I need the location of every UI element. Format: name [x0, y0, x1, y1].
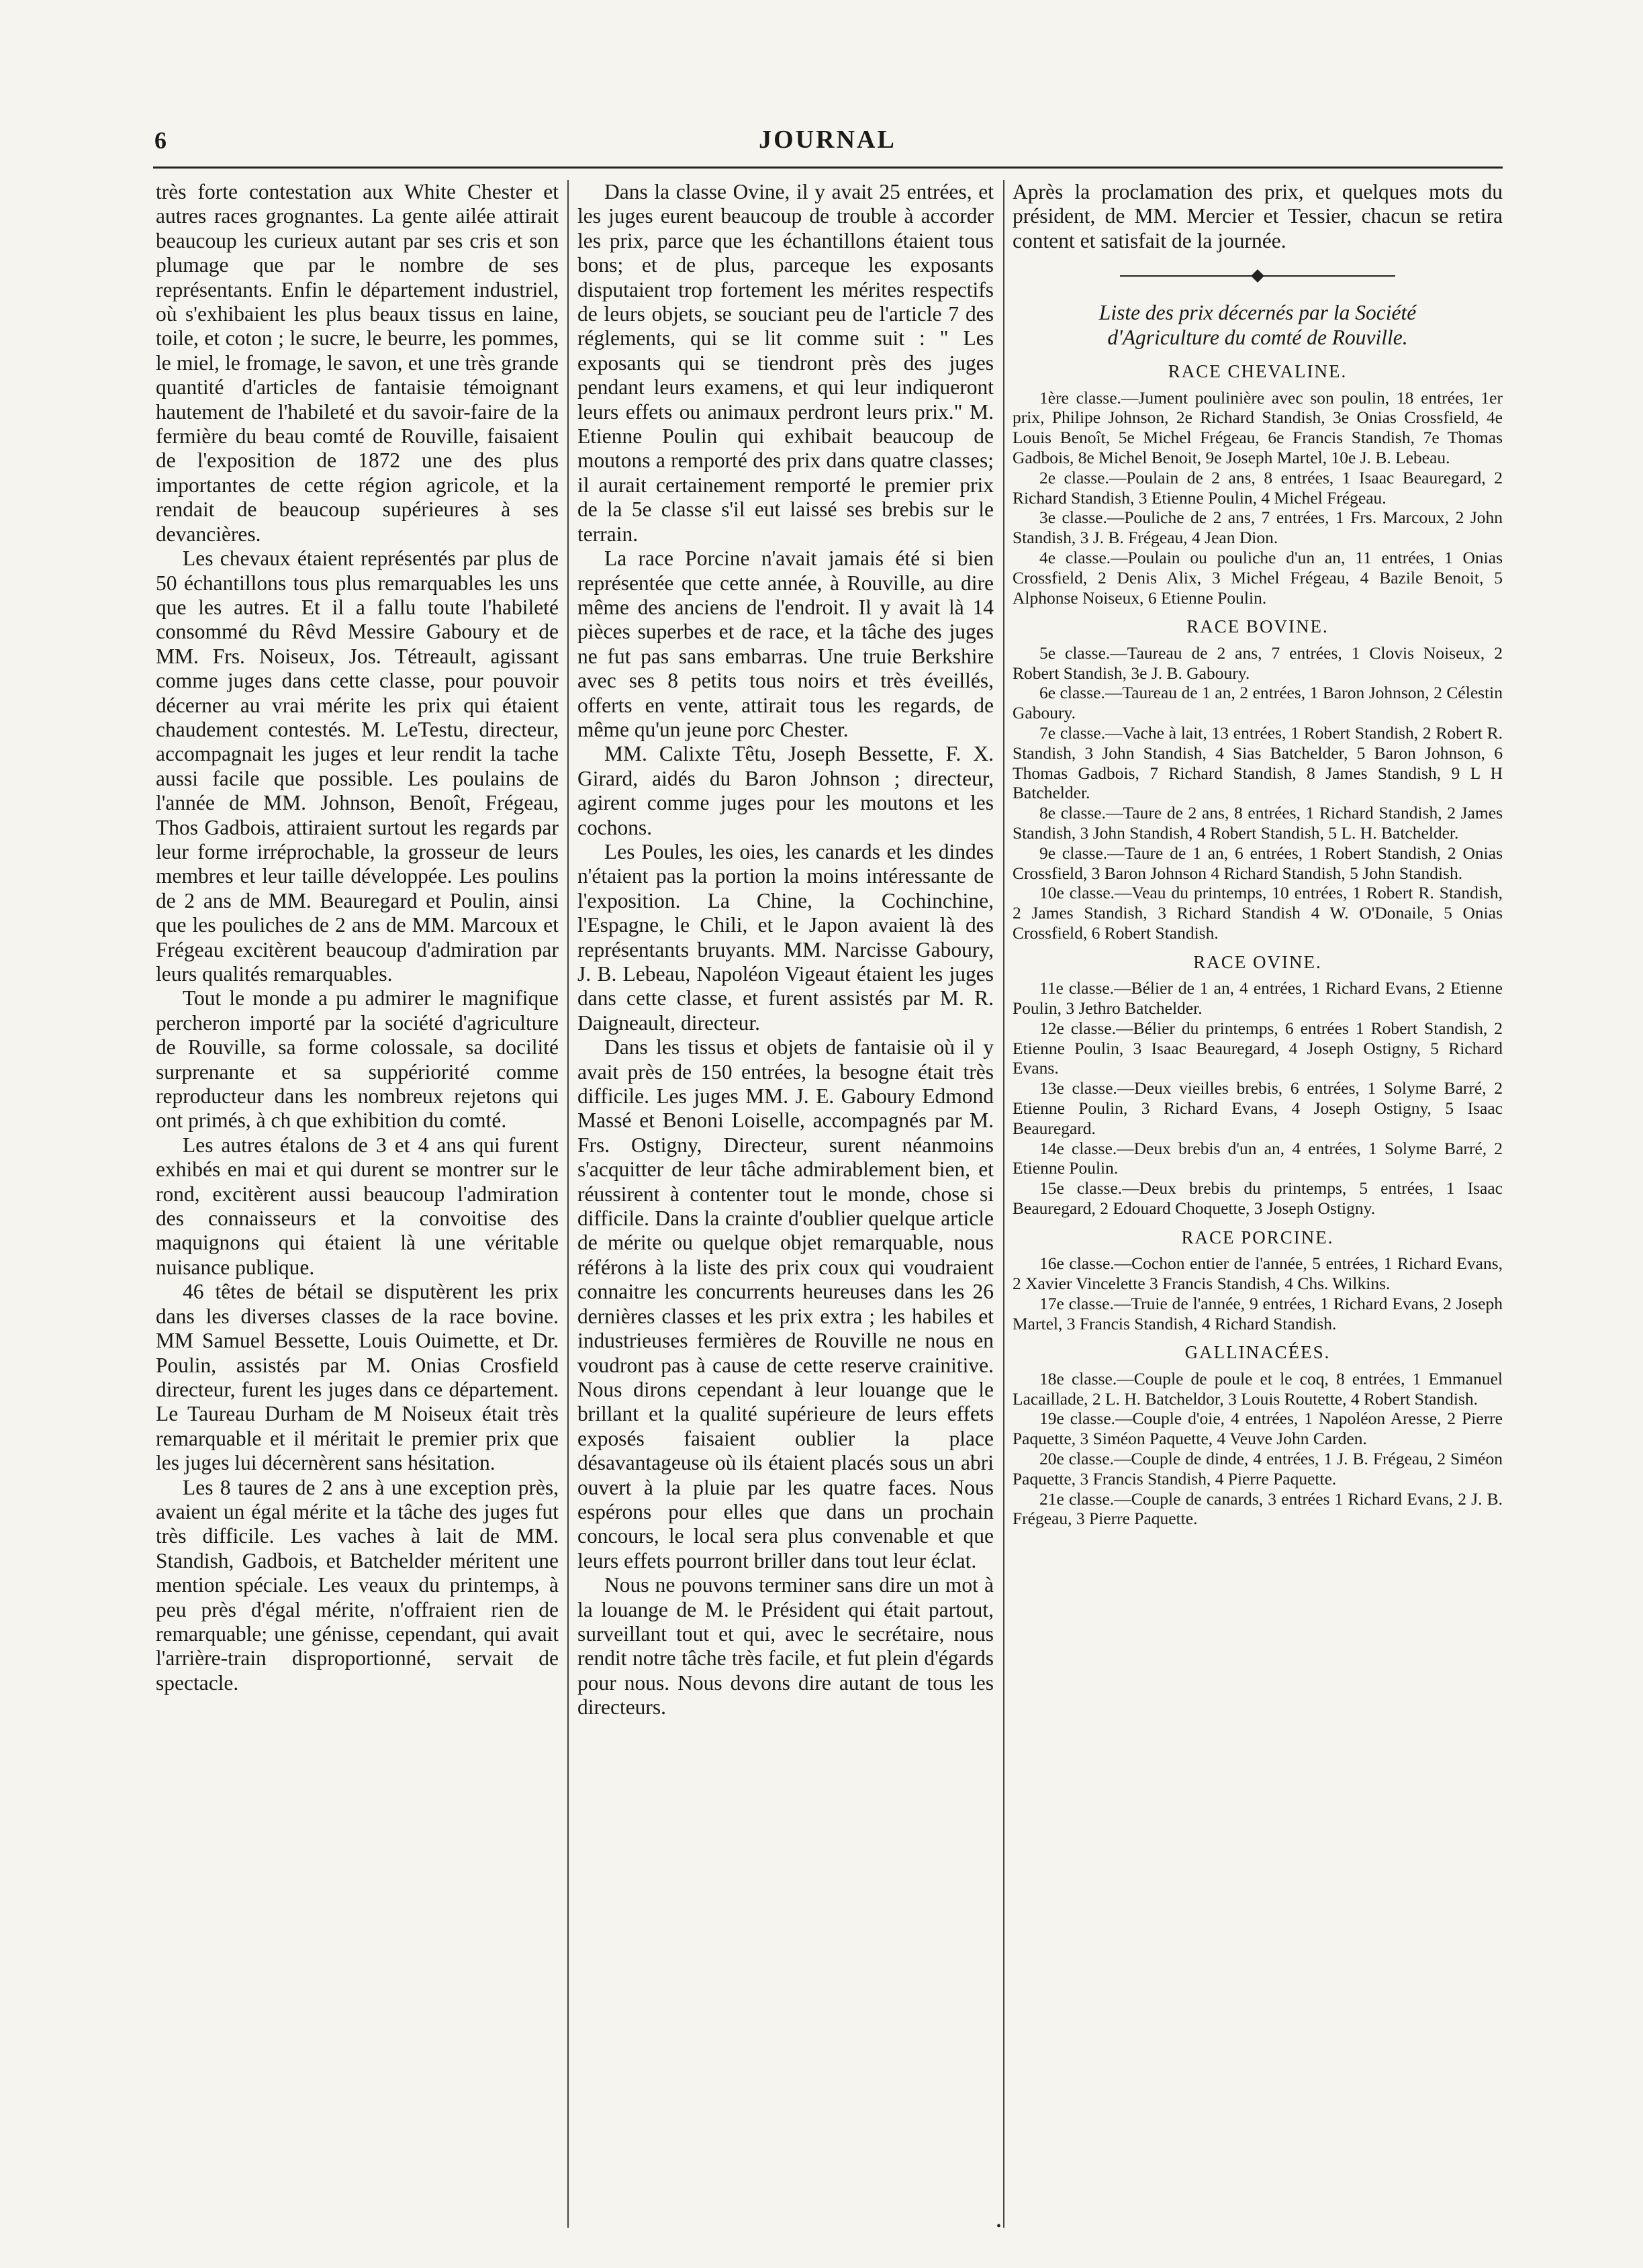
prize-entry: 2e classe.—Poulain de 2 ans, 8 entrées, 1 Isaac Beauregard, 2 Richard Standish, 3 Etienne Poulin, 4 Michel Frégeau. [1013, 467, 1503, 508]
prize-entry: 20e classe.—Couple de dinde, 4 entrées, 1 J. B. Frégeau, 2 Siméon Paquette, 3 Francis Standish, 4 Pierre Paquette. [1013, 1448, 1503, 1489]
section-bovine [1013, 614, 1503, 943]
article-paragraph: Les Poules, les oies, les canards et les dindes n'étaient pas la portion la moins intéressante de l'exposition. La Chine, la Cochinchine, l'Espagne, le Chili, et le Japon avaient là des représentants bruyants. MM. Narcisse Gaboury, J. B. Lebeau, Napoléon Vigeaut étaient les juges dans cette classe, et furent assistés par M. R. Daigneault, directeur. [577, 839, 994, 1035]
article-paragraph: La race Porcine n'avait jamais été si bien représentée que cette année, à Rouville, au dire même des anciens de l'endroit. Il y avait là 14 pièces superbes et de race, et la tâche des juges ne fut pas sans embarras. Une truie Berkshire avec ses 8 petits tous noirs et très éveillés, offerts en vente, attirait tous les regards, de même qu'un jeune porc Chester. [577, 547, 994, 741]
article-paragraph: Les chevaux étaient représentés par plus de 50 échantillons tous plus remarquables les uns que les autres. Et il a fallu toute l'habileté consommé du Rêvd Messire Gaboury et de MM. Frs. Noiseux, Jos. Tétreault, agissant comme juges dans cette classe, pour pouvoir décerner au vrai mérite les prix qui étaient chaudement contestés. M. LeTestu, directeur, accompagnait les juges et leur rendit la tache aussi facile que possible. Les poulains de l'année de MM. Johnson, Benoît, Frégeau, Thos Gadbois, attiraient surtout les regards par leur forme irréprochable, la grosseur de leurs membres et leur taille développée. Les poulins de 2 ans de MM. Beauregard et Poulin, ainsi que les pouliches de 2 ans de MM. Marcoux et Frégeau excitèrent beaucoup d'admiration par leurs qualités remarquables. [156, 547, 559, 986]
prize-entry: 15e classe.—Deux brebis du printemps, 5 entrées, 1 Isaac Beauregard, 2 Edouard Choquette, 3 Joseph Ostigny. [1013, 1178, 1503, 1218]
article-paragraph: Dans les tissus et objets de fantaisie où il y avait près de 150 entrées, la besogne était très difficile. Les juges MM. J. E. Gaboury Edmond Massé et Benoni Loiselle, accompagnés par M. Frs. Ostigny, Directeur, surent néanmoins s'acquitter de leur tâche admirablement bien, et réussirent à contenter tout le monde, chose si difficile. Dans la crainte d'oublier quelque article de mérite ou quelque objet remarquable, nous référons à la liste des prix coux qui voudraient connaitre les concurrents heureuses dans les 26 dernières classes et les prix extra ; les habiles et industrieuses fermières de Rouville ne nous en voudront pas à cause de cette reserve crainitive. Nous dirons cependant à leur louange que le brillant et la qualité supérieure de leurs effets exposés faisaient oublier la place désavantageuse où ils étaient placés sous un abri ouvert à la pluie par les quatre faces. Nous espérons pour elles que dans un prochain concours, le local sera plus convenable et que leurs effets pourront briller dans tout leur éclat. [577, 1035, 994, 1572]
ornamental-divider [1013, 273, 1503, 279]
article-paragraph: Les autres étalons de 3 et 4 ans qui furent exhibés en mai et qui durent se montrer sur le rond, excitèrent aussi beaucoup l'admiration des connaisseurs et la convoitise des maquignons qui étaient là une véritable nuisance publique. [156, 1133, 559, 1279]
article-paragraph: Dans la classe Ovine, il y avait 25 entrées, et les juges eurent beaucoup de trouble à accorder les prix, parce que les échantillons étaient tous bons; et de plus, parceque les exposants disputaient trop fortement les mérites respectifs de leurs objets, se souciant peu de l'article 7 des réglements, qui se lit comme suit : " Les exposants qui se tiendront près des juges pendant leurs examens, et qui leur indiqueront leurs effets ou animaux perdront leurs prix." M. Etienne Poulin qui exhibait beaucoup de moutons a remporté des prix dans quatre classes; il aurait certainement remporté le premier prix de la 5e classe s'il eut laissé ses brebis sur le terrain. [577, 180, 994, 546]
section-heading: RACE OVINE. [1193, 951, 1322, 972]
section-heading: RACE CHEVALINE. [1168, 361, 1348, 382]
prize-entry: 4e classe.—Poulain ou pouliche d'un an, 11 entrées, 1 Onias Crossfield, 2 Denis Alix, 3 Michel Frégeau, 4 Bazile Benoit, 5 Alphonse Noiseux, 6 Etienne Poulin. [1013, 548, 1503, 608]
prize-entry: 7e classe.—Vache à lait, 13 entrées, 1 Robert Standish, 2 Robert R. Standish, 3 John Standish, 4 Sias Batchelder, 5 Baron Johnson, 6 Thomas Gadbois, 7 Richard Standish, 8 James Standish, 9 L H Batchelder. [1013, 722, 1503, 803]
column-3 [1013, 180, 1503, 2214]
column-2 [577, 180, 994, 2214]
prize-entry: 14e classe.—Deux brebis d'un an, 4 entrées, 1 Solyme Barré, 2 Etienne Poulin. [1013, 1138, 1503, 1178]
closing-paragraph: Après la proclamation des prix, et quelques mots du président, de MM. Mercier et Tessier, chacun se retira content et satisfait de la journée. [1013, 180, 1503, 252]
page-header [154, 121, 1501, 161]
article-paragraph: MM. Calixte Têtu, Joseph Bessette, F. X. Girard, aidés du Baron Johnson ; directeur, agirent comme juges pour les moutons et les cochons. [577, 742, 994, 839]
prize-entry: 11e classe.—Bélier de 1 an, 4 entrées, 1 Richard Evans, 2 Etienne Poulin, 3 Jethro Batchelder. [1013, 978, 1503, 1018]
column-rule [567, 180, 569, 2228]
prize-entry: 16e classe.—Cochon entier de l'année, 5 entrées, 1 Richard Evans, 2 Xavier Vincelette 3 Francis Standish, 4 Chs. Wilkins. [1013, 1254, 1503, 1293]
header-rule [153, 167, 1503, 169]
column-rule [1003, 180, 1004, 2228]
prize-entry: 3e classe.—Pouliche de 2 ans, 7 entrées, 1 Frs. Marcoux, 2 John Standish, 3 J. B. Frégeau, 4 Jean Dion. [1013, 508, 1503, 548]
prize-entry: 18e classe.—Couple de poule et le coq, 8 entrées, 1 Emmanuel Lacaillade, 2 L. H. Batcheldor, 3 Louis Routette, 4 Robert Standish. [1013, 1368, 1503, 1409]
prize-entry: 19e classe.—Couple d'oie, 4 entrées, 1 Napoléon Aresse, 2 Pierre Paquette, 3 Siméon Paquette, 4 Veuve John Carden. [1013, 1409, 1503, 1449]
page-number: 6 [154, 127, 167, 154]
section-chevaline [1013, 359, 1503, 608]
section-porcine [1013, 1225, 1503, 1334]
section-ovine [1013, 950, 1503, 1219]
prize-entry: 13e classe.—Deux vieilles brebis, 6 entrées, 1 Solyme Barré, 2 Etienne Poulin, 3 Richard Evans, 4 Joseph Ostigny, 5 Isaac Beauregard. [1013, 1078, 1503, 1138]
journal-title: JOURNAL [759, 126, 896, 154]
section-gallinacees [1013, 1340, 1503, 1529]
prize-entry: 5e classe.—Taureau de 2 ans, 7 entrées, 1 Clovis Noiseux, 2 Robert Standish, 3e J. B. Gaboury. [1013, 643, 1503, 683]
prize-entry: 8e classe.—Taure de 2 ans, 8 entrées, 1 Richard Standish, 2 James Standish, 3 John Standish, 4 Robert Standish, 5 L. H. Batchelder. [1013, 803, 1503, 843]
footer-ornament: • [996, 2219, 1002, 2234]
prize-entry: 1ère classe.—Jument poulinière avec son poulin, 18 entrées, 1er prix, Philipe Johnson, 2e Richard Standish, 3e Onias Crossfield, 4e Louis Benoît, 5e Michel Frégeau, 6e Francis Standish, 7e Thomas Gadbois, 8e Michel Benoit, 9e Joseph Martel, 10e J. B. Lebeau. [1013, 387, 1503, 468]
prize-entry: 6e classe.—Taureau de 1 an, 2 entrées, 1 Baron Johnson, 2 Célestin Gaboury. [1013, 683, 1503, 723]
prize-entry: 12e classe.—Bélier du printemps, 6 entrées 1 Robert Standish, 2 Etienne Poulin, 3 Isaac Beauregard, 4 Joseph Ostigny, 5 Richard Evans. [1013, 1018, 1503, 1078]
article-paragraph: Tout le monde a pu admirer le magnifique percheron importé par la société d'agriculture de Rouville, sa forme colossale, sa docilité surprenante et sa suppériorité comme reproducteur dans les nombreux rejetons qui ont primés, à ch que exhibition du comté. [156, 986, 559, 1133]
prize-list-title: Liste des prix décernés par la Société d'Agriculture du comté de Rouville. [1098, 301, 1417, 350]
section-heading: RACE BOVINE. [1186, 616, 1329, 637]
column-1 [156, 180, 559, 2214]
section-heading: GALLINACÉES. [1184, 1342, 1331, 1363]
article-paragraph: Les 8 taures de 2 ans à une exception près, avaient un égal mérite et la tâche des juges fut très difficile. Les vaches à lait de MM. Standish, Gadbois, et Batchelder méritent une mention spéciale. Les veaux du printemps, à peu près d'égal mérite, n'offraient rien de remarquable; une génisse, cependant, qui avait l'arrière-train disproportionné, servait de spectacle. [156, 1475, 559, 1695]
section-heading: RACE PORCINE. [1181, 1227, 1334, 1247]
article-paragraph: 46 têtes de bétail se disputèrent les prix dans les diverses classes de la race bovine. MM Samuel Bessette, Louis Ouimette, et Dr. Poulin, assistés par M. Onias Crosfield directeur, furent les juges dans ce département. Le Taureau Durham de M Noiseux était très remarquable et il méritait le premier prix que les juges lui décernèrent sans hésitation. [156, 1280, 559, 1475]
prize-entry: 10e classe.—Veau du printemps, 10 entrées, 1 Robert R. Standish, 2 James Standish, 3 Richard Standish 4 W. O'Donaile, 5 Onias Crossfield, 6 Robert Standish. [1013, 883, 1503, 943]
article-paragraph: très forte contestation aux White Chester et autres races grognantes. La gente ailée attirait beaucoup les curieux autant par ses cris et son plumage que par le nombre de ses représentants. Enfin le département industriel, où s'exhibaient les plus beaux tissus en laine, toile, et coton ; le sucre, le beurre, les pommes, le miel, le fromage, le savon, et une très grande quantité d'articles de fantaisie témoignant hautement de l'habileté et du savoir-faire de la fermière du beau comté de Rouville, faisaient de l'exposition de 1872 une des plus importantes de cette région agricole, et la rendait de beaucoup supérieures à ses devancières. [156, 180, 559, 546]
prize-entry: 21e classe.—Couple de canards, 3 entrées 1 Richard Evans, 2 J. B. Frégeau, 3 Pierre Paquette. [1013, 1489, 1503, 1529]
prize-entry: 9e classe.—Taure de 1 an, 6 entrées, 1 Robert Standish, 2 Onias Crossfield, 3 Baron Johnson 4 Richard Standish, 5 John Standish. [1013, 843, 1503, 883]
article-paragraph: Nous ne pouvons terminer sans dire un mot à la louange de M. le Président qui était partout, surveillant tout et qui, avec le secrétaire, nous rendit notre tâche très facile, et fut plein d'égards pour nous. Nous devons dire autant de tous les directeurs. [577, 1573, 994, 1719]
prize-entry: 17e classe.—Truie de l'année, 9 entrées, 1 Richard Evans, 2 Joseph Martel, 3 Francis Standish, 4 Richard Standish. [1013, 1293, 1503, 1333]
